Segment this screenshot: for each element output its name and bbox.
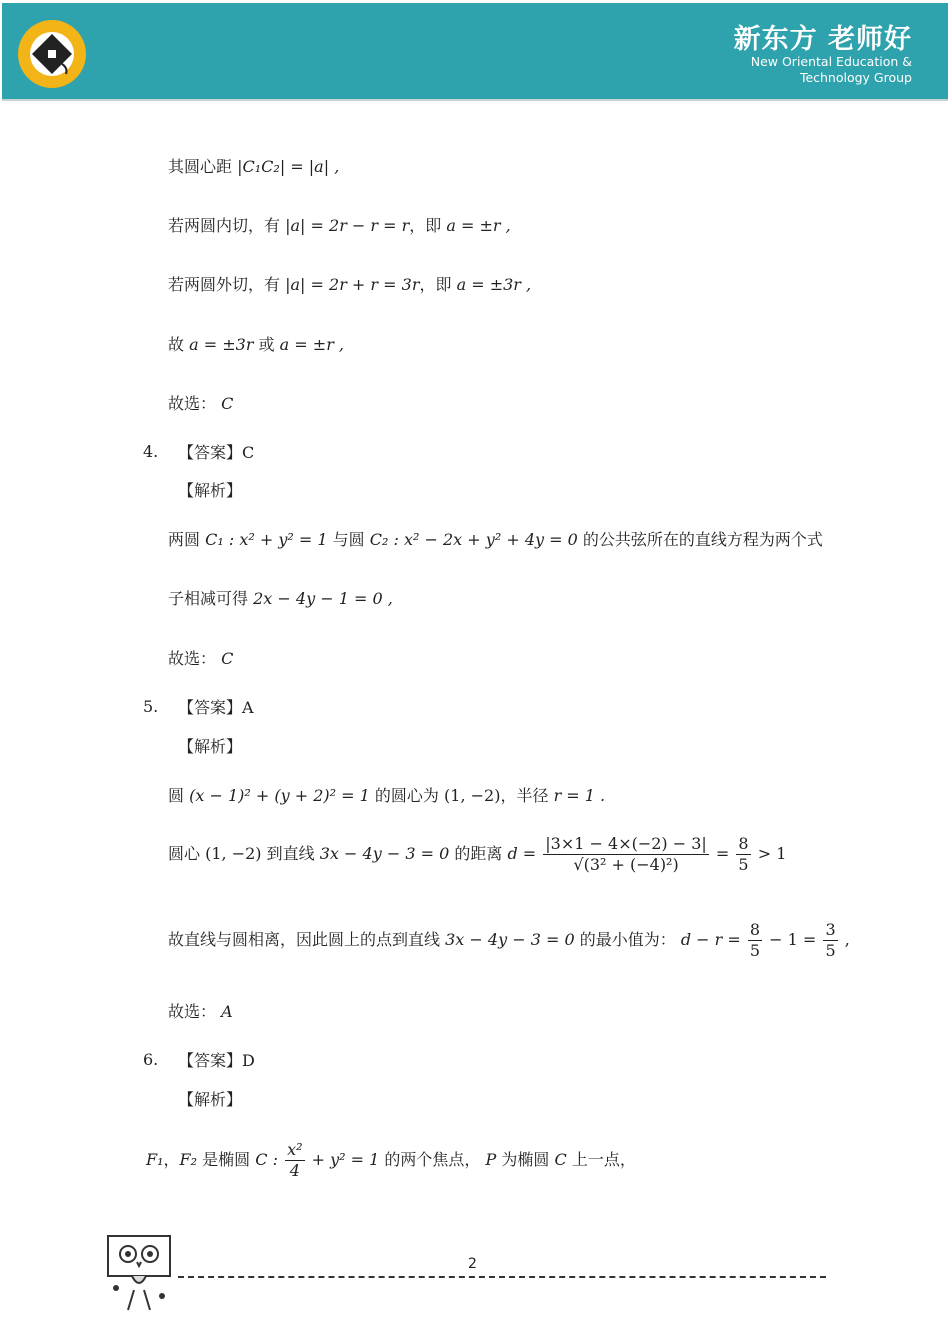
result-fraction — [736, 834, 750, 875]
text: ，半径 — [500, 786, 549, 805]
math: F₁ — [146, 1150, 164, 1169]
fraction-denominator: 5 — [738, 855, 749, 874]
q4-analysis-label: 【解析】 — [178, 481, 243, 500]
math: A — [221, 1002, 233, 1021]
text: 与圆 — [332, 530, 365, 549]
answer-value: A — [242, 698, 254, 717]
fraction-x2-4 — [285, 1140, 304, 1181]
fraction-numerator: |3×1 − 4×(−2) − 3| — [545, 834, 707, 853]
q6-answer — [178, 1050, 255, 1072]
logo — [18, 20, 86, 88]
mascot-illustration — [104, 1232, 174, 1318]
text: 故直线与圆相离，因此圆上的点到直线 — [168, 930, 441, 949]
q5-line-1 — [168, 785, 605, 807]
q6-number: 6. — [143, 1050, 159, 1069]
answer-value: D — [242, 1051, 255, 1070]
text: 到直线 — [266, 844, 315, 863]
q6-analysis-label: 【解析】 — [178, 1090, 243, 1109]
answer-label: 【答案】 — [178, 1051, 243, 1070]
math: F₂ — [179, 1150, 198, 1169]
text: 的公共弦所在的直线方程为两个式 — [582, 530, 823, 549]
page-number: 2 — [468, 1256, 477, 1272]
text: 其圆心距 — [168, 157, 233, 176]
fraction-numerator: x² — [287, 1140, 303, 1159]
brand-name-cn: 新东方 老师好 — [733, 24, 912, 55]
math: (x − 1)² + (y + 2)² = 1 — [189, 786, 370, 805]
text: 的两个焦点， — [384, 1150, 481, 1169]
math: |a| = 2r + r = 3r — [285, 275, 420, 294]
answer-value: C — [242, 443, 255, 462]
math: 2x − 4y − 1 = 0 , — [253, 589, 393, 608]
fraction-8-5 — [748, 920, 762, 961]
text: ，即 — [419, 275, 452, 294]
math: , — [844, 930, 850, 949]
owl-mascot-icon — [104, 1232, 174, 1314]
fraction-3-5 — [823, 920, 837, 961]
brand-en-line2: Technology Group — [799, 70, 912, 85]
fraction-denominator: 5 — [825, 941, 836, 960]
math: C — [221, 394, 234, 413]
text: 子相减可得 — [168, 589, 249, 608]
fraction-denominator: √(3² + (−4)²) — [573, 855, 679, 874]
text: 故选： — [168, 394, 217, 413]
math: 3x − 4y − 3 = 0 — [319, 844, 450, 863]
q3-line-4 — [168, 334, 344, 356]
text: 两圆 — [168, 530, 201, 549]
fraction-numerator: 8 — [738, 834, 749, 853]
q5-analysis-label: 【解析】 — [178, 737, 243, 756]
math: C — [221, 649, 234, 668]
q3-line-5 — [168, 393, 233, 415]
fraction-numerator: 8 — [749, 920, 761, 939]
math: − 1 = — [769, 930, 817, 949]
math: a = ±3r — [189, 335, 254, 354]
math: P — [485, 1150, 497, 1169]
math: a = ±r , — [446, 216, 511, 235]
answer-label: 【答案】 — [178, 698, 243, 717]
math: |C₁C₂| = |a| , — [237, 157, 340, 176]
math: C — [554, 1150, 567, 1169]
math: C : — [255, 1150, 278, 1169]
q4-line-3 — [168, 648, 233, 670]
text: 的圆心为 — [374, 786, 439, 805]
text: 圆心 — [168, 844, 201, 863]
q5-line-3 — [168, 920, 850, 961]
text: 上一点， — [571, 1150, 636, 1169]
text: ，即 — [409, 216, 442, 235]
text: 若两圆外切，有 — [168, 275, 281, 294]
math: a = ±3r , — [456, 275, 532, 294]
math: 3x − 4y − 3 = 0 — [445, 930, 575, 949]
brand-en-line1: New Oriental Education & — [750, 54, 912, 69]
math: r = 1 . — [553, 786, 606, 805]
q3-line-1 — [168, 156, 339, 178]
text: 为椭圆 — [501, 1150, 550, 1169]
distance-fraction — [543, 834, 709, 875]
math: (1, −2) — [205, 844, 262, 863]
page-header — [2, 3, 948, 101]
q4-answer — [178, 442, 254, 464]
text: 故选： — [168, 1002, 217, 1021]
q3-line-3 — [168, 274, 531, 296]
q6-line-1 — [146, 1140, 636, 1181]
q5-number: 5. — [143, 697, 159, 716]
math: C₁ : x² + y² = 1 — [205, 530, 328, 549]
text: 故 — [168, 335, 185, 354]
q4-number: 4. — [143, 442, 159, 461]
footer-divider — [178, 1276, 826, 1278]
text: 或 — [258, 335, 275, 354]
fraction-denominator: 5 — [749, 941, 761, 960]
answer-label: 【答案】 — [178, 443, 243, 462]
q3-line-2 — [168, 215, 511, 237]
math: + y² = 1 — [311, 1150, 380, 1169]
text: 的最小值为： — [579, 930, 676, 949]
brand-name-en — [652, 54, 912, 86]
math: = — [715, 844, 730, 863]
q4-line-1 — [168, 529, 823, 551]
q5-answer — [178, 697, 254, 719]
math: d − r = — [680, 930, 741, 949]
q5-line-2 — [168, 834, 786, 875]
math: (1, −2) — [444, 786, 501, 805]
text: ， — [163, 1150, 180, 1169]
q4-line-2 — [168, 588, 393, 610]
text: 的距离 — [454, 844, 503, 863]
math: d = — [507, 844, 537, 863]
math: C₂ : x² − 2x + y² + 4y = 0 — [369, 530, 578, 549]
text: 是椭圆 — [202, 1150, 251, 1169]
math: |a| = 2r − r = r — [285, 216, 410, 235]
q5-line-4 — [168, 1001, 233, 1023]
math: a = ±r , — [279, 335, 345, 354]
text: 故选： — [168, 649, 217, 668]
fraction-numerator: 3 — [825, 920, 836, 939]
text: 圆 — [168, 786, 185, 805]
math: > 1 — [757, 844, 787, 863]
text: 若两圆内切，有 — [168, 216, 281, 235]
fraction-denominator: 4 — [289, 1161, 300, 1180]
logo-icon — [18, 20, 86, 88]
